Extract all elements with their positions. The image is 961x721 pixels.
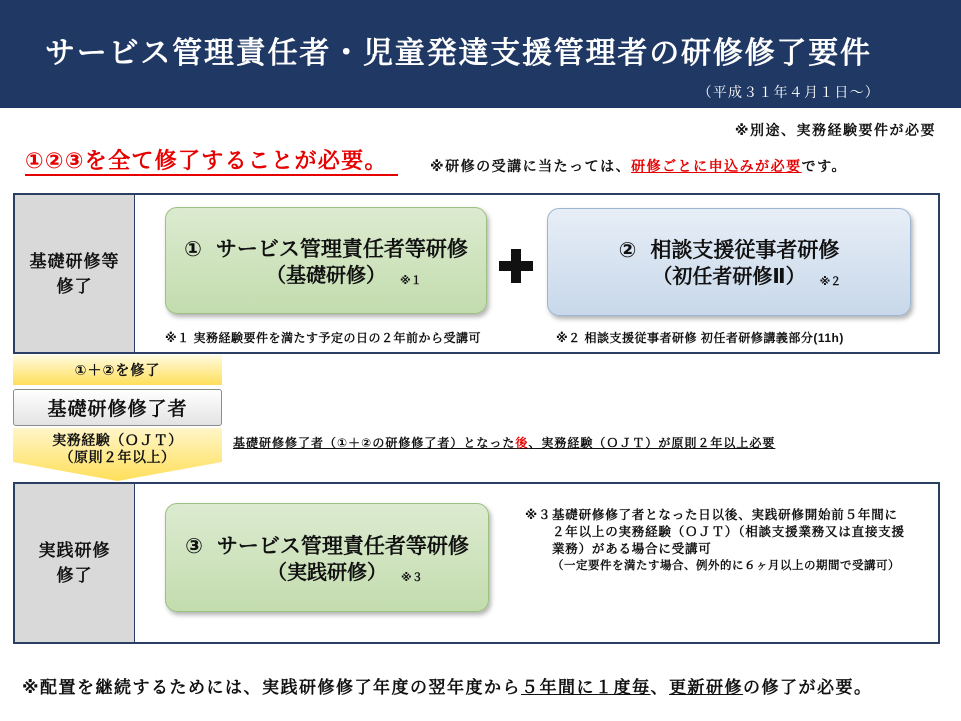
training-2-type-label: （初任者研修Ⅱ） (652, 266, 806, 288)
training-3-type (267, 560, 423, 587)
training-1-name: サービス管理責任者等研修 (215, 237, 468, 261)
footnote-2: ※２ 相談支援従事者研修 初任者研修講義部分(11h) (556, 331, 844, 345)
training-3-title (185, 533, 469, 560)
application-note-suffix: です。 (801, 158, 848, 174)
basic-stage-label-line2: 修了 (56, 276, 93, 296)
training-3-ref: ※３ (401, 571, 423, 584)
experience-note-suffix: 、実務経験（ＯＪＴ）が原則２年以上必要 (528, 436, 776, 450)
application-note-highlight: 研修ごとに申込みが必要 (631, 158, 802, 174)
footnote-3-exception: （一定要件を満たす場合、例外的に６ヶ月以上の期間で受講可） (552, 560, 900, 572)
practical-stage-label-line1: 実践研修 (38, 541, 111, 560)
training-1-number: ① (184, 237, 202, 261)
training-2-title (619, 237, 840, 264)
completed-label: ①＋②を修了 (74, 362, 161, 378)
renewal-training: 更新研修 (669, 678, 744, 697)
page-title: サービス管理責任者・児童発達支援管理者の研修修了要件 (45, 37, 872, 70)
experience-requirement-note (233, 435, 775, 451)
footnote-3-line: 業務）がある場合に受講可 (552, 542, 712, 556)
practical-stage-label (15, 484, 135, 642)
training-3-name: サービス管理責任者等研修 (216, 534, 469, 558)
completion-rule-headline: ①②③を全て修了することが必要。 (25, 147, 398, 176)
effective-date: （平成３１年４月１日～） (697, 84, 880, 100)
training-2-card (547, 208, 911, 316)
renewal-rule-suffix: の修了が必要。 (743, 678, 873, 697)
experience-note-prefix: 基礎研修修了者（①＋②の研修修了者）となった (233, 436, 516, 450)
renewal-rule (22, 677, 873, 699)
experience-note-highlight: 後 (515, 436, 529, 450)
footnote-3-line: ２年以上の実務経験（ＯＪＴ）（相談支援業務又は直接支援 (552, 525, 905, 539)
training-1-type (266, 263, 422, 290)
footnote-3-ref: ※３ (525, 508, 552, 522)
training-3-card (165, 503, 489, 612)
experience-line1: 実務経験（ＯＪＴ） (52, 432, 183, 448)
separate-requirement-note: ※別途、実務経験要件が必要 (734, 122, 936, 138)
training-3-number: ③ (185, 534, 203, 558)
application-note (430, 157, 847, 175)
footnote-1: ※１ 実務経験要件を満たす予定の日の２年前から受講可 (165, 331, 482, 345)
status-label: 基礎研修修了者 (13, 389, 222, 426)
experience-label (13, 432, 222, 466)
basic-stage-label (15, 195, 135, 352)
training-2-number: ② (618, 239, 637, 262)
training-1-ref: ※１ (400, 274, 422, 287)
footnote-3-body (552, 507, 905, 575)
renewal-rule-prefix: ※配置を継続するためには、実践研修修了年度の翌年度から (22, 678, 522, 697)
title-banner (0, 0, 961, 108)
plus-icon (499, 249, 533, 283)
practical-stage-label-line2: 修了 (56, 566, 93, 585)
training-1-type-label: （基礎研修） (266, 264, 386, 287)
training-1-title (184, 236, 468, 263)
training-2-ref: ※２ (819, 276, 842, 288)
training-2-name: 相談支援従事者研修 (650, 239, 840, 262)
footnote-3 (525, 507, 935, 577)
training-2-type (652, 264, 842, 291)
basic-stage-frame (13, 193, 940, 354)
renewal-interval: ５年間に１度毎 (521, 678, 651, 697)
footnote-3-line: 基礎研修修了者となった日以後、実践研修開始前５年間に (552, 508, 898, 522)
training-1-card (165, 207, 487, 314)
practical-stage-frame (13, 482, 940, 644)
application-note-prefix: ※研修の受講に当たっては、 (430, 158, 632, 174)
basic-stage-label-line1: 基礎研修等 (29, 251, 120, 271)
experience-line2: （原則２年以上） (59, 449, 176, 465)
renewal-rule-separator: 、 (650, 678, 670, 697)
training-3-type-label: （実践研修） (267, 561, 387, 584)
